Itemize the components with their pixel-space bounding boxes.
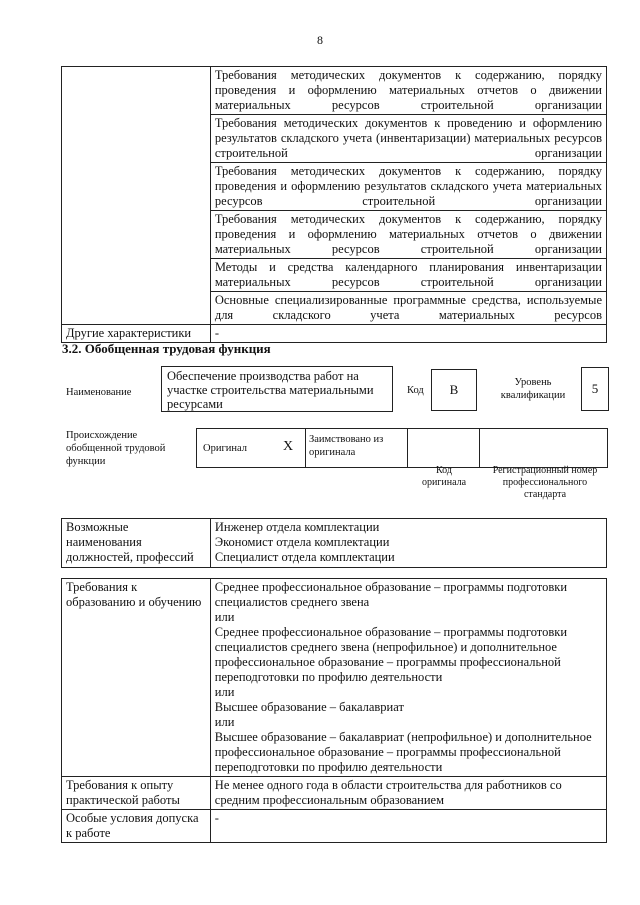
other-characteristics-value: - xyxy=(210,325,606,343)
position-item: Специалист отдела комплектации xyxy=(214,550,395,564)
knowledge-table xyxy=(61,66,607,343)
experience-label: Требования к опыту практической работы xyxy=(62,777,211,810)
knowledge-item: Требования методических документов к проведению и оформлению результатов складского учета (инвентаризации) материальных ресурсов строительной организации xyxy=(210,115,606,163)
level-label: Уровень квалификации xyxy=(500,377,566,401)
other-characteristics-label: Другие характеристики xyxy=(62,325,211,343)
positions-table xyxy=(61,518,607,568)
original-mark: X xyxy=(283,439,294,454)
original-cell xyxy=(197,429,306,467)
special-conditions-label: Особые условия допуска к работе xyxy=(62,810,211,843)
original-code-cell xyxy=(407,429,480,467)
name-value-box xyxy=(161,366,393,412)
education-value: Среднее профессиональное образование – программы подготовки специалистов среднего звена или Среднее профессиональное образование – программы подготовки специалистов среднего звена (непрофильное) и дополнительное профессиональное образование – программы профессиональной переподготовки по профилю деятельности или Высшее образование – бакалавриат или Высшее образование – бакалавриат (непрофильное) и дополнительное профессиональное образование – программы профессиональной переподготовки по профилю деятельности xyxy=(210,579,606,777)
code-value-box xyxy=(431,369,477,411)
position-item: Инженер отдела комплектации xyxy=(214,520,380,534)
knowledge-item: Требования методических документов к содержанию, порядку проведения и оформлению результатов складского учета материальных ресурсов строительной организации xyxy=(210,163,606,211)
original-label: Оригинал xyxy=(203,443,247,454)
special-conditions-value: - xyxy=(210,810,606,843)
level-value: 5 xyxy=(591,381,599,396)
level-value-box xyxy=(581,367,609,411)
origin-label: Происхождение обобщенной трудовой функции xyxy=(66,430,166,467)
name-label: Наименование xyxy=(66,387,132,398)
empty-label-cell xyxy=(62,67,211,325)
knowledge-item: Методы и средства календарного планирования инвентаризации материальных ресурсов строительной организации xyxy=(210,259,606,292)
knowledge-item: Требования методических документов к содержанию, порядку проведения и оформлению материальных отчетов о движении материальных ресурсов строительной организации xyxy=(210,67,606,115)
education-label: Требования к образованию и обучению xyxy=(62,579,211,777)
section-title: 3.2. Обобщенная трудовая функция xyxy=(62,341,271,356)
origin-box xyxy=(196,428,608,468)
position-item: Экономист отдела комплектации xyxy=(214,535,390,549)
code-label: Код xyxy=(407,385,424,396)
knowledge-item: Требования методических документов к содержанию, порядку проведения и оформлению материальных отчетов о движении материальных ресурсов строительной организации xyxy=(210,211,606,259)
reg-caption: Регистрационный номер профессионального стандарта xyxy=(492,465,598,500)
requirements-table xyxy=(61,578,607,843)
positions-values xyxy=(210,519,606,568)
borrowed-label: Заимствовано из оригинала xyxy=(309,434,384,458)
experience-value: Не менее одного года в области строительства для работников со средним профессиональным образованием xyxy=(210,777,606,810)
code-value: В xyxy=(449,382,459,397)
positions-label: Возможные наименования должностей, профессий xyxy=(62,519,211,568)
page-number: 8 xyxy=(317,33,323,47)
name-value: Обеспечение производства работ на участке строительства материальными ресурсами xyxy=(167,369,374,411)
knowledge-item: Основные специализированные программные средства, используемые для складского учета материальных ресурсов xyxy=(210,292,606,325)
code-caption: Код оригинала xyxy=(421,465,467,488)
